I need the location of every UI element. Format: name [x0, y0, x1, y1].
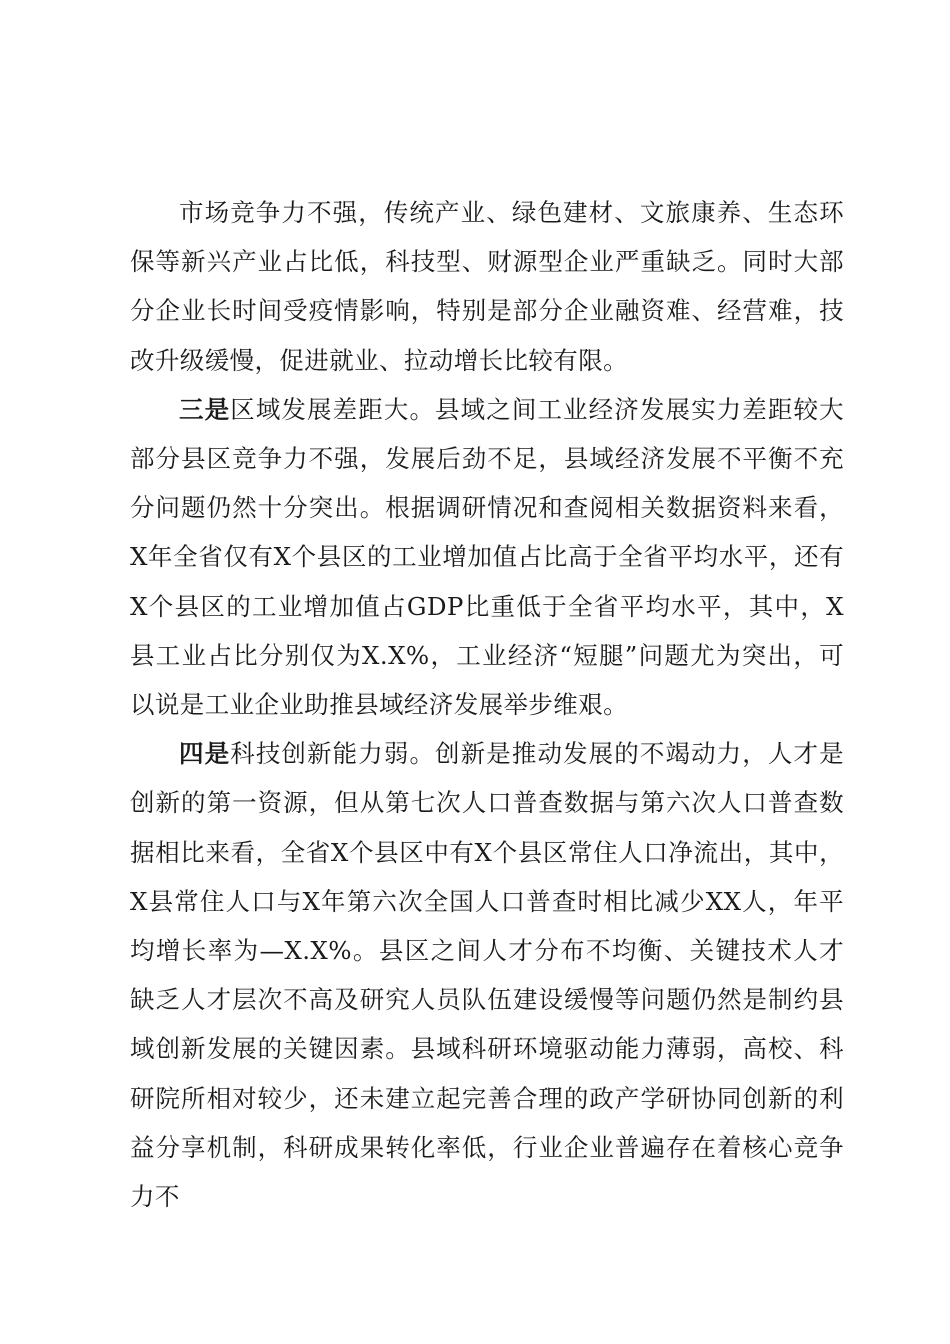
paragraph-text: 科技创新能力弱。创新是推动发展的不竭动力，人才是创新的第一资源，但从第七次人口普查数据与第六次人口普查数据相比来看，全省X个县区中有X个县区常住人口净流出，其中，X县常住人口与X年第六次全国人口普查时相比减少XX人，年平均增长率为—X.X%。县区之间人才分布不均衡、关键技术人才缺乏人才层次不高及研究人员队伍建设缓慢等问题仍然是制约县域创新发展的关键因素。县域科研环境驱动能力薄弱，高校、科研院所相对较少，还未建立起完善合理的政产学研协同创新的利益分享机制，科研成果转化率低，行业企业普遍存在着核心竞争力不	[130, 739, 844, 1212]
paragraph-lead: 三是	[179, 394, 231, 424]
paragraph-lead: 四是	[179, 739, 231, 769]
paragraph-market-competitiveness	[130, 188, 844, 385]
paragraph-text: 区域发展差距大。县域之间工业经济发展实力差距较大部分县区竞争力不强，发展后劲不足，县域经济发展不平衡不充分问题仍然十分突出。根据调研情况和查阅相关数据资料来看，X年全省仅有X个县区的工业增加值占比高于全省平均水平，还有X个县区的工业增加值占GDP比重低于全省平均水平，其中，X县工业占比分别仅为X.X%，工业经济“短腿”问题尤为突出，可以说是工业企业助推县域经济发展举步维艰。	[130, 394, 844, 720]
paragraph-regional-gap	[130, 385, 844, 729]
paragraph-innovation	[130, 729, 844, 1221]
document-body	[130, 188, 844, 1221]
paragraph-text: 市场竞争力不强，传统产业、绿色建材、文旅康养、生态环保等新兴产业占比低，科技型、财源型企业严重缺乏。同时大部分企业长时间受疫情影响，特别是部分企业融资难、经营难，技改升级缓慢，促进就业、拉动增长比较有限。	[130, 198, 844, 375]
